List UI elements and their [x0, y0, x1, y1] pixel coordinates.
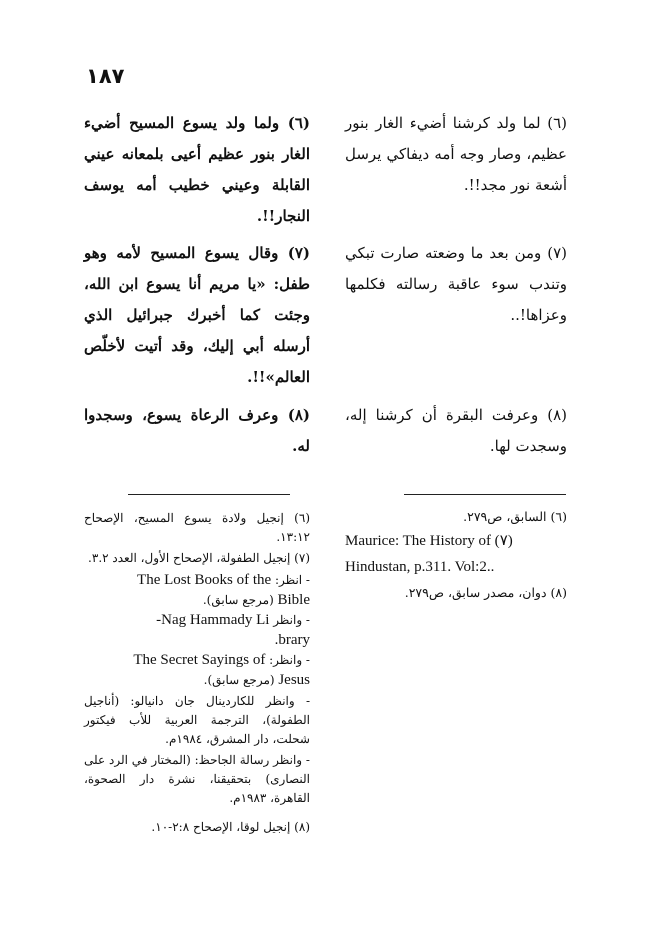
- footnote-left-see-2b: [84, 630, 310, 650]
- footnote-left-see-1: [84, 570, 310, 590]
- page-number: ١٨٧: [86, 64, 125, 88]
- see-1-title-a: The Lost Books of the: [137, 572, 272, 588]
- see-1-title-b: Bible: [277, 592, 310, 608]
- footnote-left-see-3b: [84, 670, 310, 690]
- footnote-divider-left: [128, 494, 290, 495]
- right-paragraph-7: (٧) ومن بعد ما وضعته صارت تبكي وتندب سوء عاقبة رسالته فكلمها وعزاها!..: [345, 244, 567, 324]
- right-paragraph-6: (٦) لما ولد كرشنا أضيء الغار بنور عظيم، وصار وجه أمه ديفاكي يرسل أشعة نور مجد!!.: [345, 114, 567, 194]
- footnote-left-see-4: - وانظر للكاردينال جان دانيالو: (أناجيل الطفولة)، الترجمة العربية للأب فيكتور شحلت، دار المشرق، ١٩٨٤م.: [84, 694, 310, 746]
- footnote-right-8: (٨) دوان، مصدر سابق، ص٢٧٩.: [404, 585, 567, 600]
- see-2-title-b: brary.: [274, 632, 310, 648]
- see-2-prefix: - وانظر: [273, 613, 310, 627]
- footnote-divider-right: [404, 494, 566, 495]
- see-3-title-b: Jesus: [278, 672, 310, 688]
- footnote-left-see-2: [84, 610, 310, 630]
- footnote-left-see-5: - وانظر رسالة الجاحظ: (المختار في الرد على النصارى) بتحقيقنا، نشرة دار الصحوة، القاهرة، ١٩٨٣م.: [84, 753, 310, 805]
- left-paragraph-8: (٨) وعرف الرعاة يسوع، وسجدوا له.: [84, 406, 310, 455]
- footnote-right-7-line1: Maurice: The History of (٧): [345, 533, 513, 549]
- left-paragraph-6: (٦) ولما ولد يسوع المسيح أضيء الغار بنور عظيم أعيى بلمعانه عيني القابلة وعيني خطيب أمه يوسف النجار!!.: [84, 114, 310, 225]
- footnote-left-6: (٦) إنجيل ولادة يسوع المسيح، الإصحاح ١٣:١٢.: [84, 511, 310, 544]
- footnote-right-6: (٦) السابق، ص٢٧٩.: [463, 509, 567, 524]
- see-1-prefix: - انظر:: [274, 573, 310, 587]
- see-1-note: (مرجع سابق).: [202, 593, 274, 607]
- footnote-left-8: (٨) إنجيل لوقا، الإصحاح ٢:٨-١٠.: [151, 820, 310, 834]
- see-3-title-a: The Secret Sayings of: [133, 652, 266, 668]
- footnotes-left: [84, 509, 310, 839]
- footnote-left-see-1b: [84, 590, 310, 610]
- right-paragraph-8: (٨) وعرفت البقرة أن كرشنا إله، وسجدت لها.: [345, 406, 567, 455]
- footnote-left-see-3: [84, 650, 310, 670]
- footnote-left-7: (٧) إنجيل الطفولة، الإصحاح الأول، العدد ٣.٢.: [88, 551, 310, 565]
- left-paragraph-7: (٧) وقال يسوع المسيح لأمه وهو طفل: «يا مريم أنا يسوع ابن الله، وجئت كما أخبرك جبرائيل الذي أرسله أبي إليك، وقد أتيت لأخلّص العالم»!!.: [84, 244, 310, 386]
- see-3-note: (مرجع سابق).: [203, 673, 275, 687]
- see-3-prefix: - وانظر:: [269, 653, 310, 667]
- see-2-title-a: Nag Hammady Li-: [156, 612, 270, 628]
- footnotes-right: [345, 507, 567, 607]
- footnote-right-7-line2: Hindustan, p.311. Vol:2..: [345, 559, 495, 575]
